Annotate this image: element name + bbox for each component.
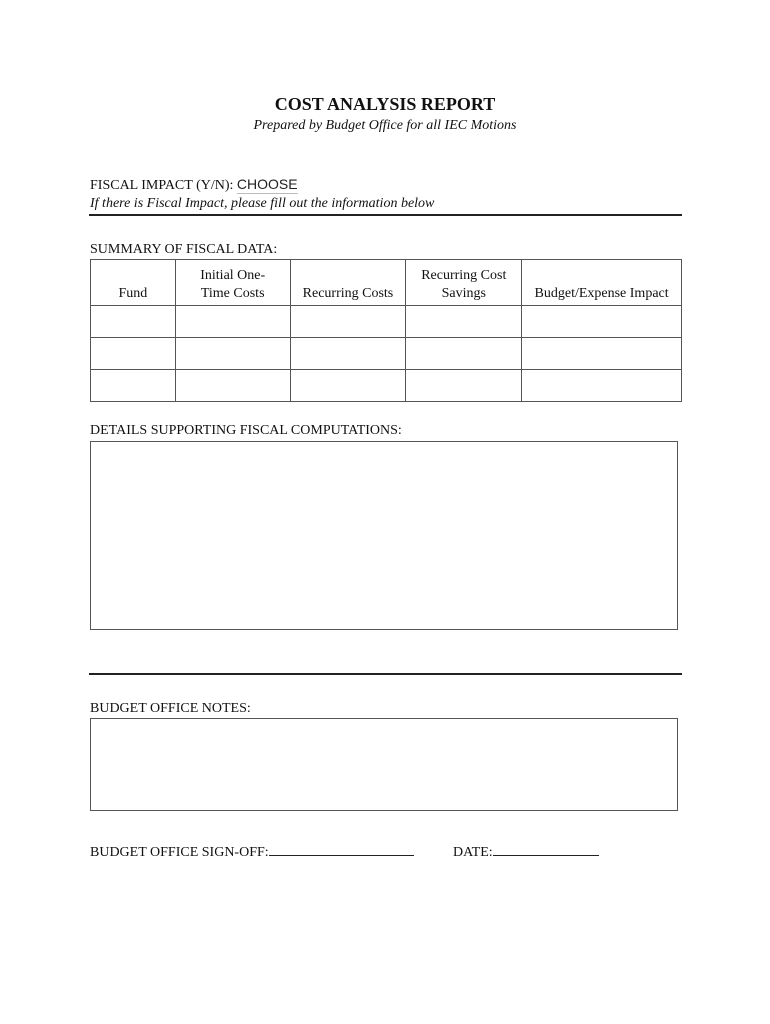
column-header-recurring-costs: Recurring Costs (290, 260, 406, 306)
table-row (91, 370, 682, 402)
table-row (91, 306, 682, 338)
column-header-recurring-savings: Recurring Cost Savings (406, 260, 522, 306)
table-cell-budget-impact[interactable] (522, 306, 682, 338)
table-row (91, 338, 682, 370)
section-divider-bottom (89, 673, 682, 675)
table-cell-initial-costs[interactable] (175, 370, 290, 402)
table-cell-fund[interactable] (91, 338, 176, 370)
table-cell-recurring-savings[interactable] (406, 306, 522, 338)
table-cell-initial-costs[interactable] (175, 306, 290, 338)
signoff-field[interactable] (269, 843, 414, 856)
table-cell-recurring-costs[interactable] (290, 370, 406, 402)
table-cell-recurring-costs[interactable] (290, 338, 406, 370)
details-label: DETAILS SUPPORTING FISCAL COMPUTATIONS: (90, 423, 402, 438)
fiscal-impact-select[interactable]: CHOOSE (236, 176, 298, 192)
table-cell-budget-impact[interactable] (522, 370, 682, 402)
notes-textarea[interactable] (90, 718, 678, 811)
column-header-budget-impact: Budget/Expense Impact (522, 260, 682, 306)
table-header-row (91, 260, 682, 306)
table-cell-recurring-savings[interactable] (406, 370, 522, 402)
signoff-row (90, 843, 414, 861)
signoff-label: BUDGET OFFICE SIGN-OFF: (90, 845, 269, 860)
table-cell-initial-costs[interactable] (175, 338, 290, 370)
date-label: DATE: (453, 845, 493, 860)
details-textarea[interactable] (90, 441, 678, 630)
fiscal-impact-instruction: If there is Fiscal Impact, please fill out the information below (90, 196, 435, 211)
column-header-initial-costs: Initial One- Time Costs (175, 260, 290, 306)
table-cell-fund[interactable] (91, 306, 176, 338)
fiscal-impact-select-wrapper (237, 178, 298, 194)
table-cell-budget-impact[interactable] (522, 338, 682, 370)
column-header-fund: Fund (91, 260, 176, 306)
report-title: COST ANALYSIS REPORT (274, 94, 496, 114)
table-cell-recurring-savings[interactable] (406, 338, 522, 370)
section-divider-top (89, 214, 682, 216)
table-cell-recurring-costs[interactable] (290, 306, 406, 338)
report-subtitle: Prepared by Budget Office for all IEC Motions (253, 118, 517, 133)
table-cell-fund[interactable] (91, 370, 176, 402)
fiscal-data-table (90, 259, 682, 402)
summary-label: SUMMARY OF FISCAL DATA: (90, 242, 278, 257)
notes-label: BUDGET OFFICE NOTES: (90, 701, 251, 716)
fiscal-impact-label: FISCAL IMPACT (Y/N): (90, 178, 234, 193)
date-field[interactable] (493, 843, 599, 856)
date-row (453, 843, 599, 861)
fiscal-impact-row (90, 176, 298, 194)
